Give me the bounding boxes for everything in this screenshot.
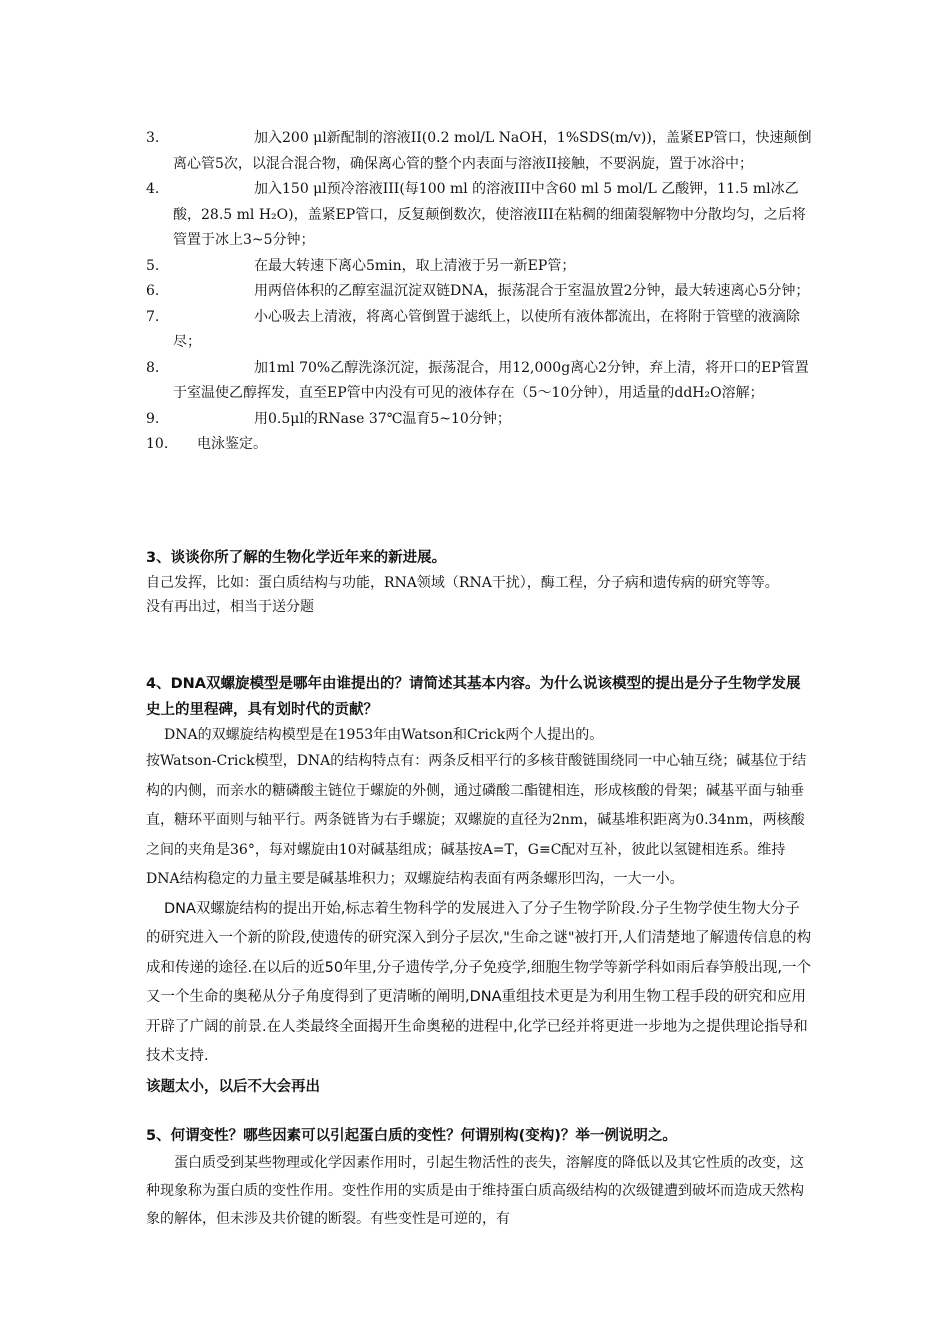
step-item	[146, 279, 814, 305]
question-4-note: 该题太小，以后不大会再出	[146, 1078, 320, 1095]
step-item	[146, 254, 814, 280]
question-4-paragraph-1: DNA的双螺旋结构模型是在1953年由Watson和Crick两个人提出的。	[164, 727, 604, 743]
question-4-heading: 4、DNA双螺旋模型是哪年由谁提出的？请简述其基本内容。为什么说该模型的提出是分子生物学发展史上的里程碑，具有划时代的贡献？	[146, 676, 801, 718]
step-item	[146, 305, 814, 356]
step-number: 5.	[146, 257, 160, 274]
step-number: 6.	[146, 283, 160, 299]
step-number: 7.	[146, 308, 160, 325]
step-item	[146, 407, 814, 433]
step-item	[146, 432, 814, 458]
step-text: 小心吸去上清液，将离心管倒置于滤纸上，以使所有液体都流出，在将附于管壁的液滴除尽；	[173, 308, 800, 350]
step-text: 加入150 μl预冷溶液III(每100 ml 的溶液III中含60 ml 5 mol/L 乙酸钾，11.5 ml冰乙酸，28.5 ml H₂O)，盖紧EP管口，反复颠倒数次，使溶液III在粘稠的细菌裂解物中分散均匀，之后将管置于冰上3~5分钟；	[173, 181, 806, 248]
step-text: 用两倍体积的乙醇室温沉淀双链DNA，振荡混合于室温放置2分钟，最大转速离心5分钟；	[254, 283, 810, 299]
question-3-note: 没有再出过，相当于送分题	[146, 599, 314, 615]
step-number: 8.	[146, 359, 160, 376]
question-3-answer: 自己发挥，比如：蛋白质结构与功能，RNA领域（RNA干扰），酶工程，分子病和遗传病的研究等等。	[146, 575, 779, 591]
step-item	[146, 177, 814, 254]
question-4-paragraph-3: DNA双螺旋结构的提出开始,标志着生物科学的发展进入了分子生物学阶段.分子生物学使生物大分子的研究进入一个新的阶段,使遗传的研究深入到分子层次,"生命之谜"被打开,人们清楚地了解遗传信息的构成和传递的途径.在以后的近50年里,分子遗传学,分子免疫学,细胞生物学等新学科如雨后春笋般出现,一个又一个生命的奥秘从分子角度得到了更清晰的阐明,DNA重组技术更是为利用生物工程手段的研究和应用开辟了广阔的前景.在人类最终全面揭开生命奥秘的进程中,化学已经并将更进一步地为之提供理论指导和技术支持.	[146, 900, 812, 1064]
question-4-paragraph-2: 按Watson-Crick模型，DNA的结构特点有：两条反相平行的多核苷酸链围绕同一中心轴互绕；碱基位于结构的内侧，而亲水的糖磷酸主链位于螺旋的外侧，通过磷酸二酯键相连，形成核酸的骨架；碱基平面与轴垂直，糖环平面则与轴平行。两条链皆为右手螺旋；双螺旋的直径为2nm，碱基堆积距离为0.34nm，两核酸之间的夹角是36°，每对螺旋由10对碱基组成；碱基按A=T，G≡C配对互补，彼此以氢键相连系。维持DNA结构稳定的力量主要是碱基堆积力；双螺旋结构表面有两条螺形凹沟，一大一小。	[146, 753, 807, 887]
step-number: 9.	[146, 410, 160, 427]
step-text: 电泳鉴定。	[197, 436, 267, 452]
step-number: 3.	[146, 130, 160, 146]
step-text: 在最大转速下离心5min，取上清液于另一新EP管；	[254, 257, 576, 274]
step-text: 用0.5μl的RNase 37℃温育5~10分钟；	[254, 410, 511, 427]
question-5-paragraph-1: 蛋白质受到某些物理或化学因素作用时，引起生物活性的丧失，溶解度的降低以及其它性质的改变，这种现象称为蛋白质的变性作用。变性作用的实质是由于维持蛋白质高级结构的次级键遭到破坏而造成天然构象的解体，但未涉及共价键的断裂。有些变性是可逆的，有	[146, 1155, 804, 1227]
protocol-steps	[146, 126, 814, 458]
step-number: 4.	[146, 181, 160, 197]
step-number: 10.	[146, 436, 169, 452]
step-item	[146, 126, 814, 177]
step-text: 加入200 μl新配制的溶液II(0.2 mol/L NaOH，1%SDS(m/v))，盖紧EP管口，快速颠倒离心管5次，以混合混合物，确保离心管的整个内表面与溶液II接触，不要涡旋，置于冰浴中；	[173, 130, 812, 172]
question-5-heading: 5、何谓变性？哪些因素可以引起蛋白质的变性？何谓别构(变构)？举一例说明之。	[146, 1128, 677, 1144]
step-text: 加1ml 70%乙醇洗涤沉淀，振荡混合，用12,000g离心2分钟，弃上清，将开口的EP管置于室温使乙醇挥发，直至EP管中内没有可见的液体存在（5～10分钟），用适量的ddH₂O溶解；	[173, 359, 809, 401]
question-3-heading: 3、谈谈你所了解的生物化学近年来的新进展。	[146, 550, 447, 566]
question-4-section	[146, 671, 814, 1100]
step-item	[146, 356, 814, 407]
question-3-section	[146, 545, 814, 619]
question-5-section	[146, 1123, 814, 1233]
